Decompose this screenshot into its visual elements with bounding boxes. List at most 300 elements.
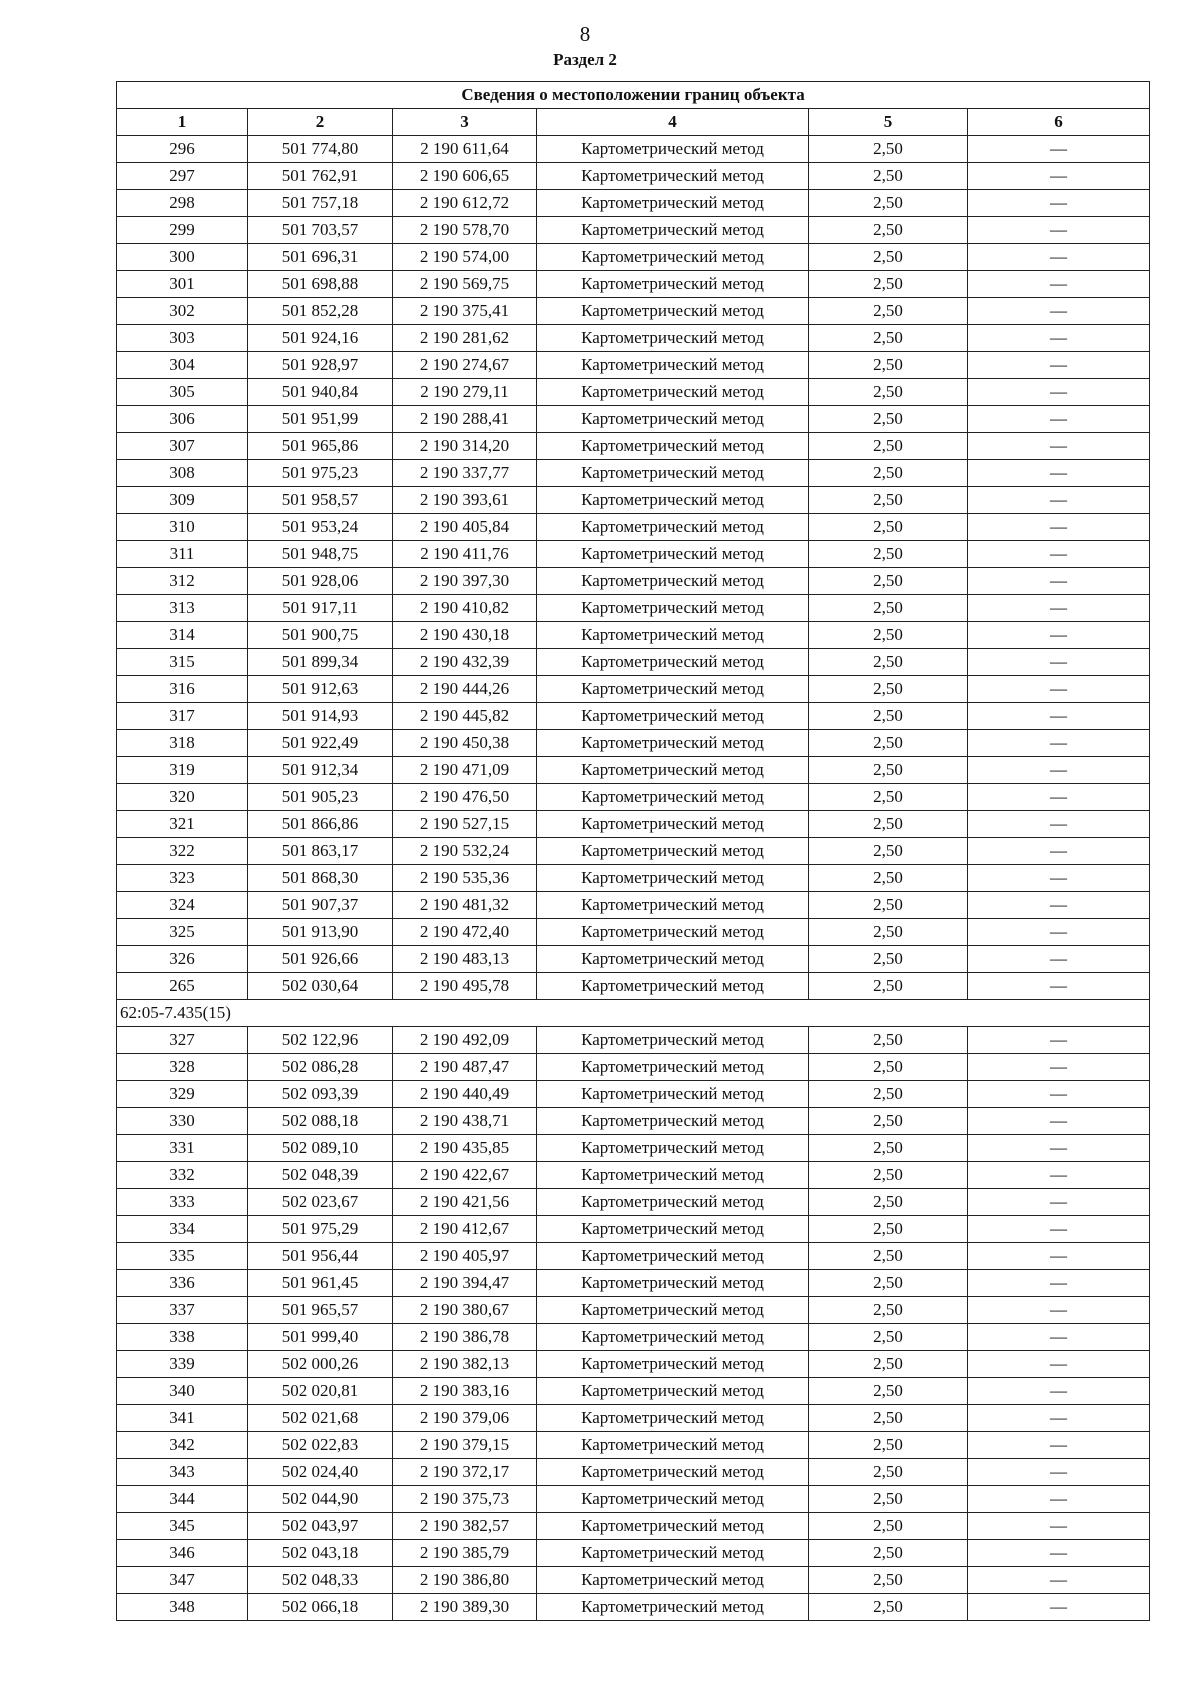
y-coordinate-cell: 2 190 472,40: [393, 919, 537, 946]
x-coordinate-cell: 501 999,40: [248, 1324, 393, 1351]
y-coordinate-cell: 2 190 535,36: [393, 865, 537, 892]
method-cell: Картометрический метод: [537, 1567, 809, 1594]
accuracy-cell: 2,50: [809, 1459, 968, 1486]
y-coordinate-cell: 2 190 372,17: [393, 1459, 537, 1486]
description-cell: —: [968, 1351, 1150, 1378]
method-cell: Картометрический метод: [537, 1459, 809, 1486]
method-cell: Картометрический метод: [537, 460, 809, 487]
y-coordinate-cell: 2 190 382,13: [393, 1351, 537, 1378]
accuracy-cell: 2,50: [809, 1432, 968, 1459]
description-cell: —: [968, 730, 1150, 757]
method-cell: Картометрический метод: [537, 514, 809, 541]
description-cell: —: [968, 1378, 1150, 1405]
y-coordinate-cell: 2 190 445,82: [393, 703, 537, 730]
description-cell: —: [968, 1216, 1150, 1243]
accuracy-cell: 2,50: [809, 1108, 968, 1135]
description-cell: —: [968, 163, 1150, 190]
accuracy-cell: 2,50: [809, 919, 968, 946]
method-cell: Картометрический метод: [537, 1540, 809, 1567]
x-coordinate-cell: 501 948,75: [248, 541, 393, 568]
method-cell: Картометрический метод: [537, 1216, 809, 1243]
column-header: 4: [537, 109, 809, 136]
point-number-cell: 326: [117, 946, 248, 973]
table-row: [117, 622, 1150, 649]
point-number-cell: 314: [117, 622, 248, 649]
method-cell: Картометрический метод: [537, 1297, 809, 1324]
description-cell: —: [968, 1513, 1150, 1540]
accuracy-cell: 2,50: [809, 1216, 968, 1243]
table-row: [117, 865, 1150, 892]
y-coordinate-cell: 2 190 389,30: [393, 1594, 537, 1621]
point-number-cell: 336: [117, 1270, 248, 1297]
y-coordinate-cell: 2 190 476,50: [393, 784, 537, 811]
description-cell: —: [968, 892, 1150, 919]
description-cell: —: [968, 973, 1150, 1000]
accuracy-cell: 2,50: [809, 1567, 968, 1594]
x-coordinate-cell: 501 905,23: [248, 784, 393, 811]
accuracy-cell: 2,50: [809, 352, 968, 379]
method-cell: Картометрический метод: [537, 1486, 809, 1513]
method-cell: Картометрический метод: [537, 919, 809, 946]
y-coordinate-cell: 2 190 410,82: [393, 595, 537, 622]
accuracy-cell: 2,50: [809, 1486, 968, 1513]
table-row: [117, 190, 1150, 217]
accuracy-cell: 2,50: [809, 271, 968, 298]
table-row: [117, 514, 1150, 541]
point-number-cell: 299: [117, 217, 248, 244]
method-cell: Картометрический метод: [537, 1432, 809, 1459]
y-coordinate-cell: 2 190 337,77: [393, 460, 537, 487]
point-number-cell: 316: [117, 676, 248, 703]
x-coordinate-cell: 501 757,18: [248, 190, 393, 217]
method-cell: Картометрический метод: [537, 217, 809, 244]
accuracy-cell: 2,50: [809, 1243, 968, 1270]
method-cell: Картометрический метод: [537, 1189, 809, 1216]
point-number-cell: 327: [117, 1027, 248, 1054]
description-cell: —: [968, 676, 1150, 703]
point-number-cell: 345: [117, 1513, 248, 1540]
description-cell: —: [968, 568, 1150, 595]
x-coordinate-cell: 501 926,66: [248, 946, 393, 973]
point-number-cell: 334: [117, 1216, 248, 1243]
y-coordinate-cell: 2 190 574,00: [393, 244, 537, 271]
method-cell: Картометрический метод: [537, 1081, 809, 1108]
y-coordinate-cell: 2 190 422,67: [393, 1162, 537, 1189]
column-header: 2: [248, 109, 393, 136]
description-cell: —: [968, 487, 1150, 514]
method-cell: Картометрический метод: [537, 541, 809, 568]
y-coordinate-cell: 2 190 527,15: [393, 811, 537, 838]
description-cell: —: [968, 1162, 1150, 1189]
parcel-number-cell: 62:05-7.435(15): [117, 1000, 1150, 1027]
accuracy-cell: 2,50: [809, 379, 968, 406]
x-coordinate-cell: 502 022,83: [248, 1432, 393, 1459]
y-coordinate-cell: 2 190 288,41: [393, 406, 537, 433]
page-number: 8: [579, 22, 591, 46]
y-coordinate-cell: 2 190 435,85: [393, 1135, 537, 1162]
method-cell: Картометрический метод: [537, 703, 809, 730]
method-cell: Картометрический метод: [537, 838, 809, 865]
description-cell: —: [968, 784, 1150, 811]
description-cell: —: [968, 838, 1150, 865]
point-number-cell: 337: [117, 1297, 248, 1324]
accuracy-cell: 2,50: [809, 1297, 968, 1324]
x-coordinate-cell: 501 762,91: [248, 163, 393, 190]
point-number-cell: 307: [117, 433, 248, 460]
point-number-cell: 325: [117, 919, 248, 946]
method-cell: Картометрический метод: [537, 1027, 809, 1054]
y-coordinate-cell: 2 190 379,15: [393, 1432, 537, 1459]
accuracy-cell: 2,50: [809, 1162, 968, 1189]
method-cell: Картометрический метод: [537, 163, 809, 190]
table-row: [117, 1243, 1150, 1270]
x-coordinate-cell: 501 698,88: [248, 271, 393, 298]
y-coordinate-cell: 2 190 274,67: [393, 352, 537, 379]
x-coordinate-cell: 501 914,93: [248, 703, 393, 730]
point-number-cell: 297: [117, 163, 248, 190]
x-coordinate-cell: 501 774,80: [248, 136, 393, 163]
method-cell: Картометрический метод: [537, 136, 809, 163]
table-row: [117, 568, 1150, 595]
x-coordinate-cell: 502 043,18: [248, 1540, 393, 1567]
table-row: [117, 352, 1150, 379]
y-coordinate-cell: 2 190 412,67: [393, 1216, 537, 1243]
accuracy-cell: 2,50: [809, 892, 968, 919]
method-cell: Картометрический метод: [537, 622, 809, 649]
point-number-cell: 319: [117, 757, 248, 784]
accuracy-cell: 2,50: [809, 1189, 968, 1216]
x-coordinate-cell: 502 088,18: [248, 1108, 393, 1135]
table-row: [117, 1216, 1150, 1243]
x-coordinate-cell: 502 093,39: [248, 1081, 393, 1108]
accuracy-cell: 2,50: [809, 703, 968, 730]
y-coordinate-cell: 2 190 444,26: [393, 676, 537, 703]
accuracy-cell: 2,50: [809, 676, 968, 703]
point-number-cell: 335: [117, 1243, 248, 1270]
description-cell: —: [968, 649, 1150, 676]
point-number-cell: 315: [117, 649, 248, 676]
point-number-cell: 328: [117, 1054, 248, 1081]
description-cell: —: [968, 946, 1150, 973]
description-cell: —: [968, 325, 1150, 352]
description-cell: —: [968, 1027, 1150, 1054]
point-number-cell: 312: [117, 568, 248, 595]
x-coordinate-cell: 502 030,64: [248, 973, 393, 1000]
x-coordinate-cell: 501 928,97: [248, 352, 393, 379]
description-cell: —: [968, 703, 1150, 730]
table-row: [117, 1432, 1150, 1459]
point-number-cell: 265: [117, 973, 248, 1000]
point-number-cell: 341: [117, 1405, 248, 1432]
table-body: [117, 82, 1150, 1621]
y-coordinate-cell: 2 190 606,65: [393, 163, 537, 190]
description-cell: —: [968, 271, 1150, 298]
table-caption: Сведения о местоположении границ объекта: [117, 82, 1150, 109]
point-number-cell: 338: [117, 1324, 248, 1351]
accuracy-cell: 2,50: [809, 1540, 968, 1567]
point-number-cell: 310: [117, 514, 248, 541]
table-row: [117, 1486, 1150, 1513]
x-coordinate-cell: 501 913,90: [248, 919, 393, 946]
point-number-cell: 333: [117, 1189, 248, 1216]
table-row: [117, 1594, 1150, 1621]
point-number-cell: 331: [117, 1135, 248, 1162]
point-number-cell: 311: [117, 541, 248, 568]
description-cell: —: [968, 514, 1150, 541]
description-cell: —: [968, 1459, 1150, 1486]
boundary-table: [116, 81, 1150, 1621]
method-cell: Картометрический метод: [537, 757, 809, 784]
description-cell: —: [968, 1243, 1150, 1270]
point-number-cell: 339: [117, 1351, 248, 1378]
point-number-cell: 340: [117, 1378, 248, 1405]
accuracy-cell: 2,50: [809, 1081, 968, 1108]
y-coordinate-cell: 2 190 495,78: [393, 973, 537, 1000]
table-row: [117, 379, 1150, 406]
x-coordinate-cell: 502 048,33: [248, 1567, 393, 1594]
section-title: Раздел 2: [553, 50, 617, 69]
point-number-cell: 332: [117, 1162, 248, 1189]
point-number-cell: 304: [117, 352, 248, 379]
description-cell: —: [968, 406, 1150, 433]
y-coordinate-cell: 2 190 386,80: [393, 1567, 537, 1594]
table-row: [117, 757, 1150, 784]
accuracy-cell: 2,50: [809, 325, 968, 352]
x-coordinate-cell: 501 958,57: [248, 487, 393, 514]
table-row: [117, 946, 1150, 973]
x-coordinate-cell: 501 965,57: [248, 1297, 393, 1324]
point-number-cell: 313: [117, 595, 248, 622]
description-cell: —: [968, 757, 1150, 784]
x-coordinate-cell: 501 900,75: [248, 622, 393, 649]
y-coordinate-cell: 2 190 314,20: [393, 433, 537, 460]
y-coordinate-cell: 2 190 532,24: [393, 838, 537, 865]
x-coordinate-cell: 501 940,84: [248, 379, 393, 406]
x-coordinate-cell: 502 086,28: [248, 1054, 393, 1081]
point-number-cell: 343: [117, 1459, 248, 1486]
description-cell: —: [968, 1270, 1150, 1297]
table-row: [117, 406, 1150, 433]
table-row: [117, 271, 1150, 298]
accuracy-cell: 2,50: [809, 1135, 968, 1162]
y-coordinate-cell: 2 190 421,56: [393, 1189, 537, 1216]
accuracy-cell: 2,50: [809, 568, 968, 595]
table-row: [117, 217, 1150, 244]
y-coordinate-cell: 2 190 375,41: [393, 298, 537, 325]
point-number-cell: 309: [117, 487, 248, 514]
x-coordinate-cell: 501 953,24: [248, 514, 393, 541]
accuracy-cell: 2,50: [809, 244, 968, 271]
y-coordinate-cell: 2 190 487,47: [393, 1054, 537, 1081]
x-coordinate-cell: 502 020,81: [248, 1378, 393, 1405]
y-coordinate-cell: 2 190 405,97: [393, 1243, 537, 1270]
x-coordinate-cell: 502 043,97: [248, 1513, 393, 1540]
method-cell: Картометрический метод: [537, 568, 809, 595]
description-cell: —: [968, 1324, 1150, 1351]
table-row: [117, 1459, 1150, 1486]
x-coordinate-cell: 501 868,30: [248, 865, 393, 892]
method-cell: Картометрический метод: [537, 190, 809, 217]
x-coordinate-cell: 502 089,10: [248, 1135, 393, 1162]
accuracy-cell: 2,50: [809, 406, 968, 433]
table-caption-row: [117, 82, 1150, 109]
method-cell: Картометрический метод: [537, 865, 809, 892]
x-coordinate-cell: 502 066,18: [248, 1594, 393, 1621]
method-cell: Картометрический метод: [537, 649, 809, 676]
x-coordinate-cell: 501 703,57: [248, 217, 393, 244]
description-cell: —: [968, 919, 1150, 946]
description-cell: —: [968, 1189, 1150, 1216]
accuracy-cell: 2,50: [809, 541, 968, 568]
y-coordinate-cell: 2 190 397,30: [393, 568, 537, 595]
x-coordinate-cell: 501 852,28: [248, 298, 393, 325]
accuracy-cell: 2,50: [809, 1270, 968, 1297]
y-coordinate-cell: 2 190 394,47: [393, 1270, 537, 1297]
table-group-row: [117, 1000, 1150, 1027]
table-row: [117, 784, 1150, 811]
table-row: [117, 163, 1150, 190]
method-cell: Картометрический метод: [537, 1135, 809, 1162]
method-cell: Картометрический метод: [537, 298, 809, 325]
description-cell: —: [968, 541, 1150, 568]
table-row: [117, 1351, 1150, 1378]
y-coordinate-cell: 2 190 379,06: [393, 1405, 537, 1432]
description-cell: —: [968, 190, 1150, 217]
method-cell: Картометрический метод: [537, 595, 809, 622]
x-coordinate-cell: 502 044,90: [248, 1486, 393, 1513]
point-number-cell: 317: [117, 703, 248, 730]
x-coordinate-cell: 501 965,86: [248, 433, 393, 460]
point-number-cell: 348: [117, 1594, 248, 1621]
accuracy-cell: 2,50: [809, 217, 968, 244]
accuracy-cell: 2,50: [809, 1513, 968, 1540]
table-row: [117, 1513, 1150, 1540]
description-cell: —: [968, 217, 1150, 244]
column-header: 5: [809, 109, 968, 136]
y-coordinate-cell: 2 190 481,32: [393, 892, 537, 919]
point-number-cell: 322: [117, 838, 248, 865]
accuracy-cell: 2,50: [809, 973, 968, 1000]
y-coordinate-cell: 2 190 440,49: [393, 1081, 537, 1108]
table-row: [117, 460, 1150, 487]
x-coordinate-cell: 501 907,37: [248, 892, 393, 919]
x-coordinate-cell: 501 924,16: [248, 325, 393, 352]
x-coordinate-cell: 501 975,29: [248, 1216, 393, 1243]
table-header-row: [117, 109, 1150, 136]
point-number-cell: 305: [117, 379, 248, 406]
description-cell: —: [968, 136, 1150, 163]
accuracy-cell: 2,50: [809, 190, 968, 217]
point-number-cell: 303: [117, 325, 248, 352]
method-cell: Картометрический метод: [537, 1270, 809, 1297]
table-row: [117, 892, 1150, 919]
description-cell: —: [968, 298, 1150, 325]
column-header: 1: [117, 109, 248, 136]
description-cell: —: [968, 1486, 1150, 1513]
description-cell: —: [968, 1405, 1150, 1432]
method-cell: Картометрический метод: [537, 379, 809, 406]
y-coordinate-cell: 2 190 375,73: [393, 1486, 537, 1513]
table-row: [117, 595, 1150, 622]
x-coordinate-cell: 501 961,45: [248, 1270, 393, 1297]
description-cell: —: [968, 1297, 1150, 1324]
method-cell: Картометрический метод: [537, 433, 809, 460]
accuracy-cell: 2,50: [809, 163, 968, 190]
method-cell: Картометрический метод: [537, 244, 809, 271]
description-cell: —: [968, 1108, 1150, 1135]
x-coordinate-cell: 501 912,34: [248, 757, 393, 784]
point-number-cell: 318: [117, 730, 248, 757]
x-coordinate-cell: 501 863,17: [248, 838, 393, 865]
y-coordinate-cell: 2 190 383,16: [393, 1378, 537, 1405]
method-cell: Картометрический метод: [537, 352, 809, 379]
x-coordinate-cell: 501 922,49: [248, 730, 393, 757]
x-coordinate-cell: 501 899,34: [248, 649, 393, 676]
column-header: 3: [393, 109, 537, 136]
accuracy-cell: 2,50: [809, 622, 968, 649]
point-number-cell: 320: [117, 784, 248, 811]
table-row: [117, 676, 1150, 703]
accuracy-cell: 2,50: [809, 865, 968, 892]
x-coordinate-cell: 502 000,26: [248, 1351, 393, 1378]
y-coordinate-cell: 2 190 405,84: [393, 514, 537, 541]
point-number-cell: 344: [117, 1486, 248, 1513]
point-number-cell: 300: [117, 244, 248, 271]
description-cell: —: [968, 1567, 1150, 1594]
y-coordinate-cell: 2 190 612,72: [393, 190, 537, 217]
table-row: [117, 730, 1150, 757]
accuracy-cell: 2,50: [809, 514, 968, 541]
accuracy-cell: 2,50: [809, 946, 968, 973]
table-row: [117, 703, 1150, 730]
y-coordinate-cell: 2 190 430,18: [393, 622, 537, 649]
column-header: 6: [968, 109, 1150, 136]
y-coordinate-cell: 2 190 569,75: [393, 271, 537, 298]
table-row: [117, 1054, 1150, 1081]
point-number-cell: 298: [117, 190, 248, 217]
table-row: [117, 136, 1150, 163]
description-cell: —: [968, 622, 1150, 649]
y-coordinate-cell: 2 190 380,67: [393, 1297, 537, 1324]
y-coordinate-cell: 2 190 279,11: [393, 379, 537, 406]
accuracy-cell: 2,50: [809, 730, 968, 757]
accuracy-cell: 2,50: [809, 757, 968, 784]
method-cell: Картометрический метод: [537, 1513, 809, 1540]
x-coordinate-cell: 501 866,86: [248, 811, 393, 838]
table-row: [117, 811, 1150, 838]
table-row: [117, 487, 1150, 514]
description-cell: —: [968, 352, 1150, 379]
method-cell: Картометрический метод: [537, 676, 809, 703]
description-cell: —: [968, 1594, 1150, 1621]
table-row: [117, 244, 1150, 271]
description-cell: —: [968, 1432, 1150, 1459]
method-cell: Картометрический метод: [537, 487, 809, 514]
table-row: [117, 1081, 1150, 1108]
method-cell: Картометрический метод: [537, 811, 809, 838]
table-row: [117, 298, 1150, 325]
y-coordinate-cell: 2 190 438,71: [393, 1108, 537, 1135]
method-cell: Картометрический метод: [537, 1351, 809, 1378]
table-row: [117, 1270, 1150, 1297]
y-coordinate-cell: 2 190 450,38: [393, 730, 537, 757]
table-row: [117, 1567, 1150, 1594]
method-cell: Картометрический метод: [537, 406, 809, 433]
table-row: [117, 1189, 1150, 1216]
method-cell: Картометрический метод: [537, 946, 809, 973]
y-coordinate-cell: 2 190 578,70: [393, 217, 537, 244]
accuracy-cell: 2,50: [809, 1054, 968, 1081]
